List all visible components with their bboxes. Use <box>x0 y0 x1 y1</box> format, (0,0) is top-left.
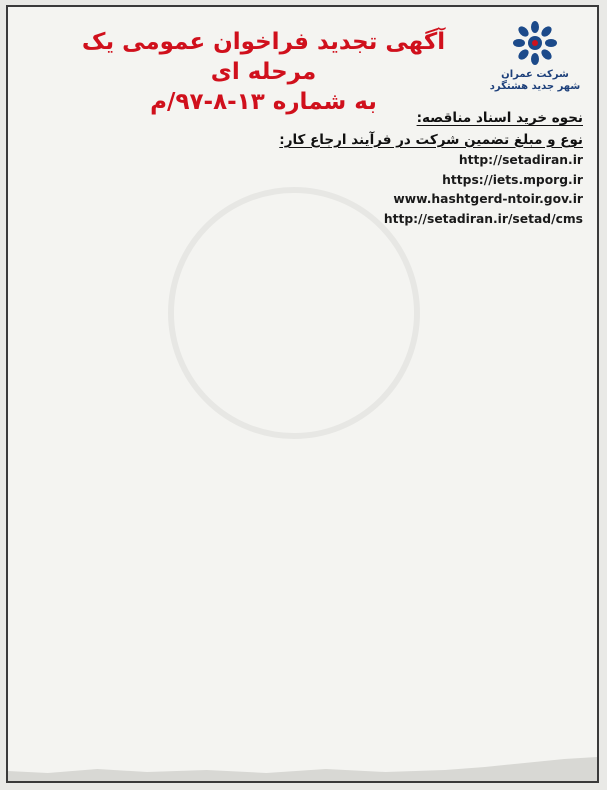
notice-page <box>6 5 599 783</box>
hashtgerd-link[interactable]: www.hashtgerd-ntoir.gov.ir <box>393 192 583 207</box>
logo-org-line1: شرکت عمران <box>501 69 569 80</box>
logo-emblem-icon <box>505 21 565 69</box>
company-logo <box>487 21 583 103</box>
title-line-2: به شماره ۱۳-۸-۹۷/م <box>150 89 377 115</box>
url-line-setadiran <box>22 151 583 171</box>
section-heading-guarantee: نوع و مبلغ تضمین شرکت در فرآیند ارجاع کار: <box>279 131 583 148</box>
torn-edge <box>8 757 597 781</box>
notice-title <box>48 27 479 117</box>
section-heading-docs: نحوه خرید اسناد مناقصه: <box>416 110 583 126</box>
setad-cms-link[interactable]: http://setadiran.ir/setad/cms <box>383 211 583 226</box>
iets-link[interactable]: https://iets.mporg.ir <box>442 172 583 187</box>
notice-body <box>22 107 583 761</box>
url-line-iets <box>22 171 583 191</box>
url-line-hashtgerd <box>22 190 583 210</box>
title-line-1: آگهی تجدید فراخوان عمومی یک مرحله ای <box>81 29 446 85</box>
notice-header <box>8 7 597 115</box>
url-line-setad-cms <box>22 210 583 230</box>
setadiran-link[interactable]: http://setadiran.ir <box>458 153 583 168</box>
logo-org-line2: شهر جدید هشتگرد <box>489 81 581 92</box>
